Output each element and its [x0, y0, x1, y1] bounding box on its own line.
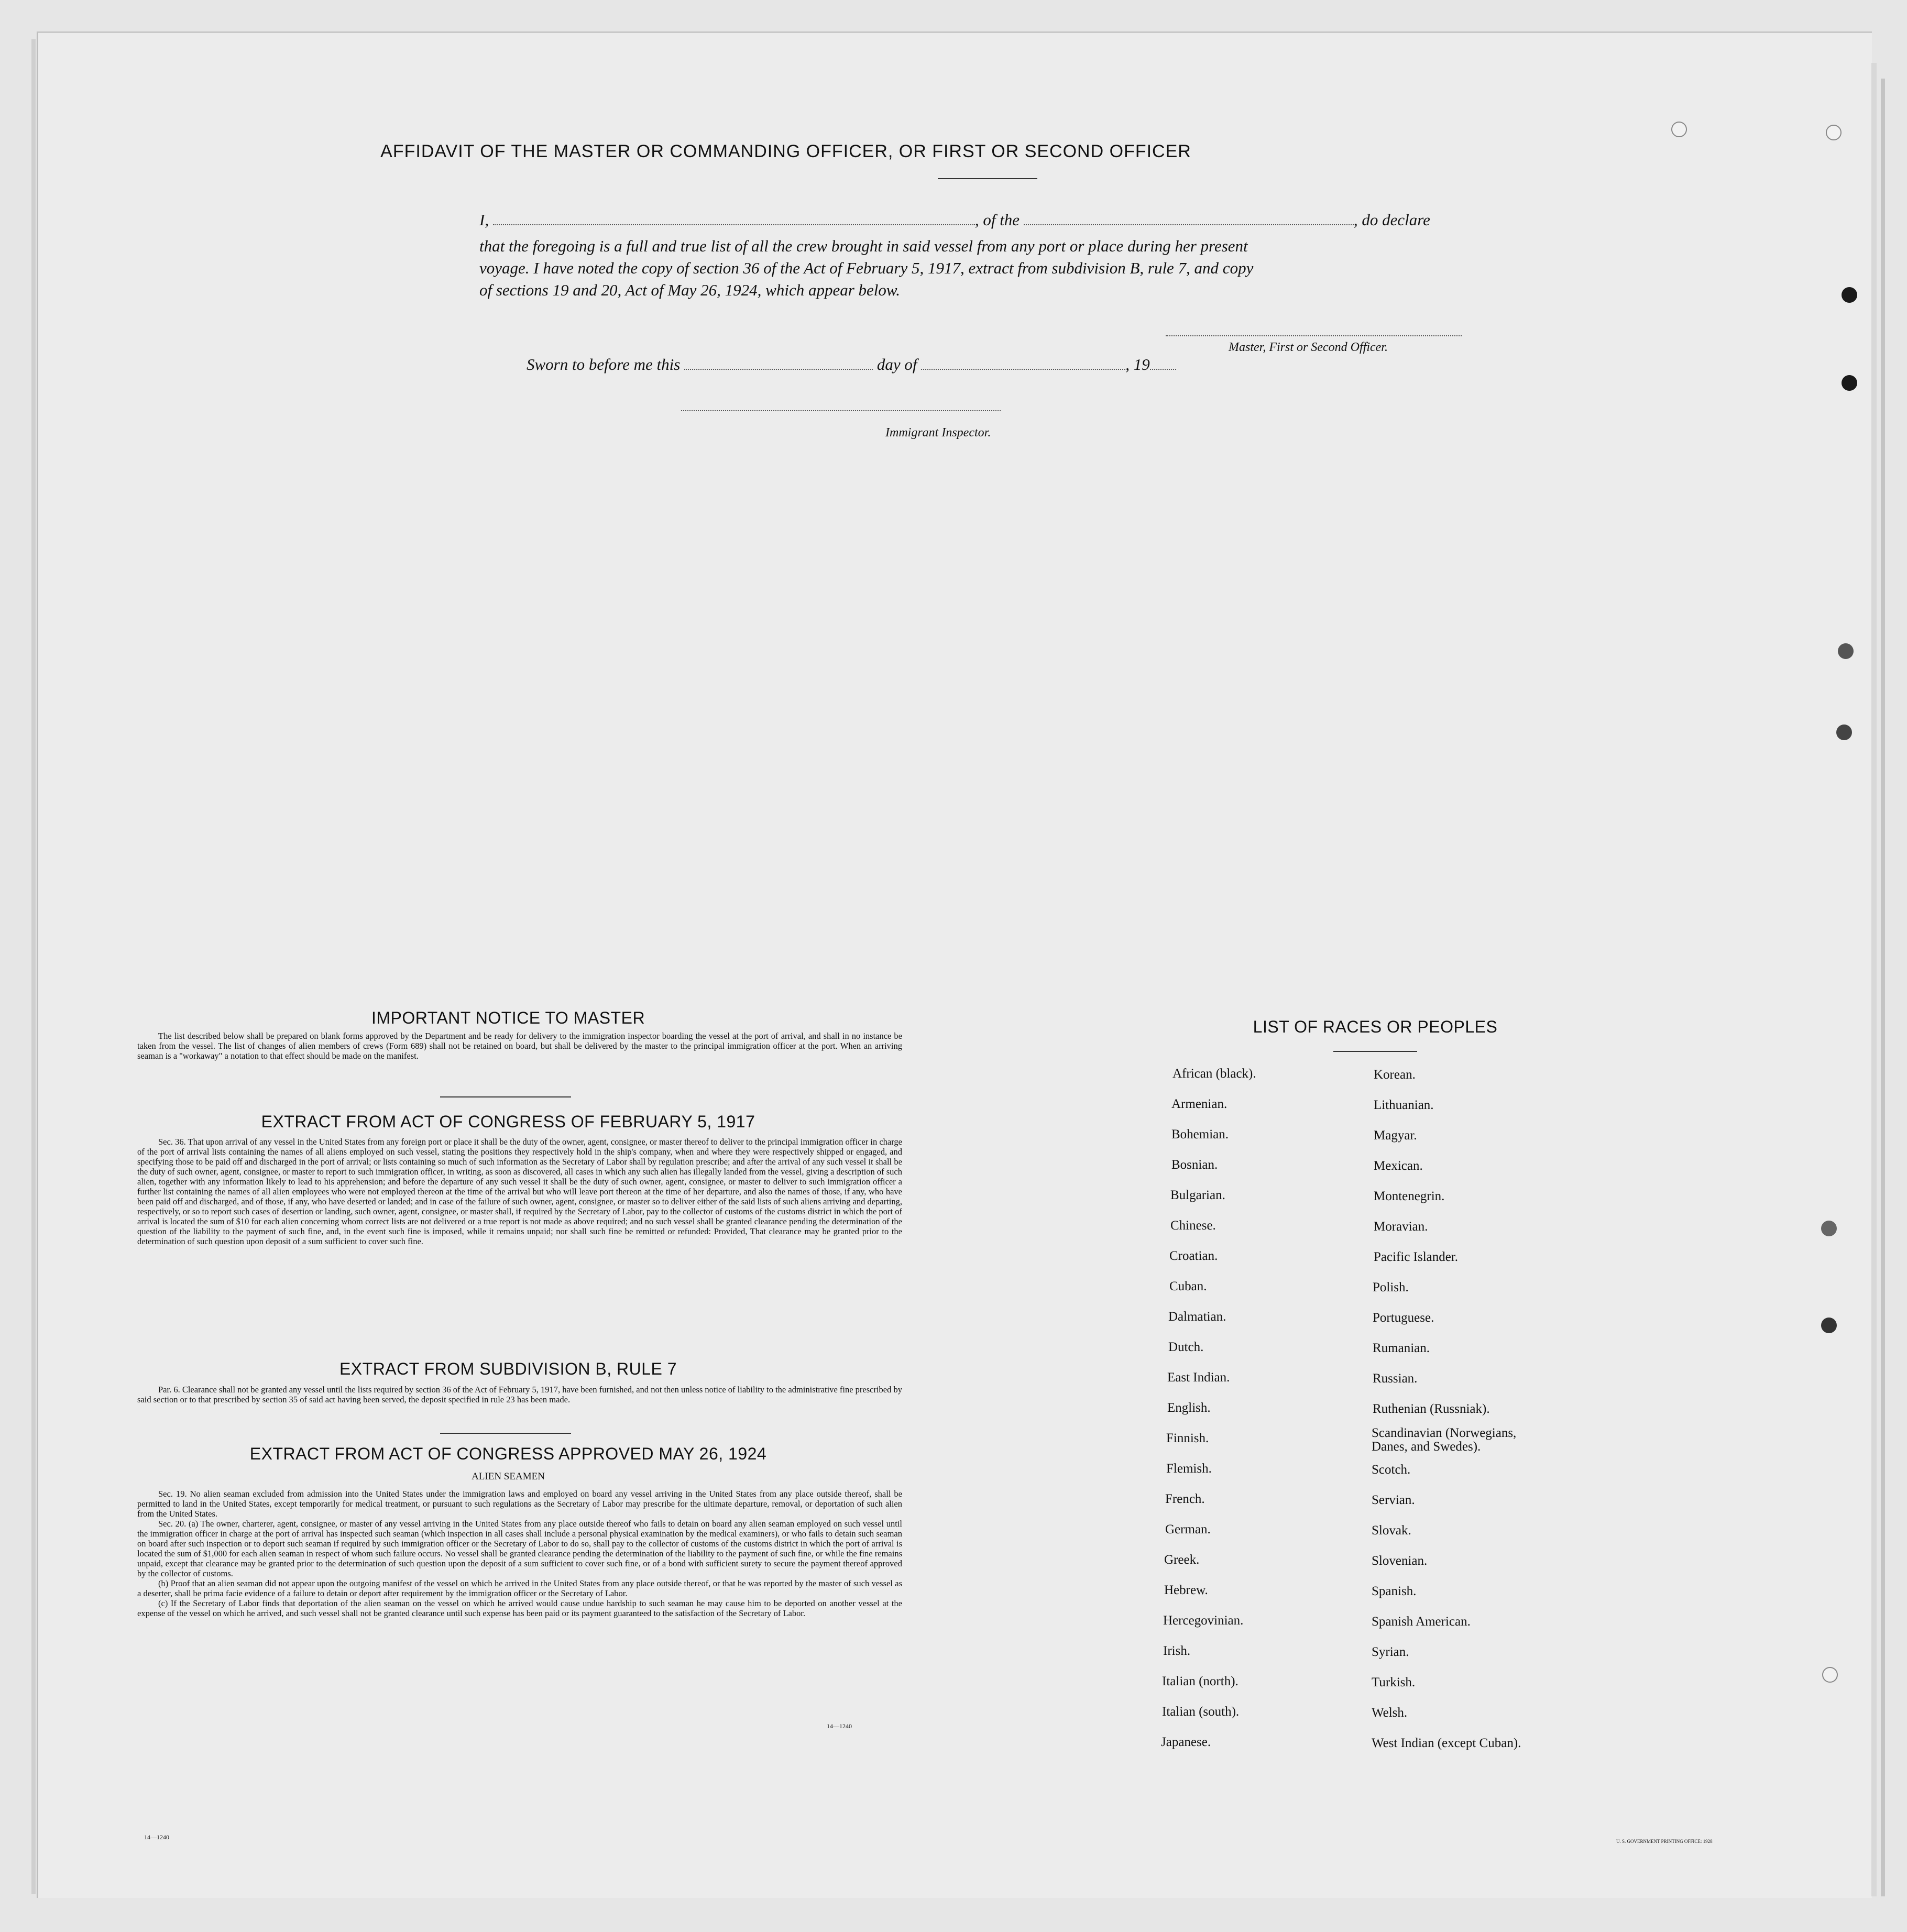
race-item: Mexican.: [1374, 1159, 1423, 1173]
notice-title: IMPORTANT NOTICE TO MASTER: [371, 1008, 645, 1027]
affidavit-title: AFFIDAVIT OF THE MASTER OR COMMANDING OFFICER, OR FIRST OR SECOND OFFICER: [380, 141, 1191, 161]
rule7-title: EXTRACT FROM SUBDIVISION B, RULE 7: [339, 1359, 677, 1378]
race-item: Bohemian.: [1171, 1127, 1229, 1141]
sec-20c-paragraph: (c) If the Secretary of Labor finds that deportation of the alien seaman on the vessel on which he arrived would cause undue hardship to such seaman he may cause him to be deported on another vessel at the expense of the vessel on which he arrived, and such vessel shall not be granted clearance until such expense has been paid or its payment guaranteed to the satisfaction of the Secretary of Labor.: [137, 1598, 902, 1618]
race-item: Dalmatian.: [1168, 1310, 1226, 1324]
vessel-blank[interactable]: [1024, 212, 1354, 225]
binder-hole-icon: [1821, 1318, 1837, 1333]
race-item: German.: [1165, 1522, 1211, 1536]
divider: [440, 1433, 571, 1434]
binder-hole-icon: [1838, 643, 1854, 659]
sec-36-paragraph: Sec. 36. That upon arrival of any vessel in the United States from any foreign port or place it shall be the duty of the owner, agent, consignee, or master thereof to deliver to the principal immigration officer in charge of the port of arrival lists containing the names of all aliens employed on such vessel, stating the positions they respectively hold in the ship's company, when and where they were respectively shipped or engaged, and specifying those to be paid off and discharged in the port of arrival; or lists containing so much of such information as the Secretary of Labor shall by regulation prescribe; and after the arrival of any such vessel it shall be the duty of such owner, agent, consignee, or master to report to such immigration officer, in writing, as soon as discovered, all cases in which any such alien has illegally landed from the vessel, giving a description of such alien, together with any information likely to lead to his apprehension; and before the departure of any such vessel it shall be the duty of such owner, agent, consignee, or master to deliver to such immigration officer a further list containing the names of all alien employees who were not employed thereon at the time of the arrival but who will leave port thereon at the time of her departure, and also the names of those, if any, who have been paid off and discharged, and of those, if any, who have deserted or landed; and in case of the failure of such owner, agent, consignee, or master so to deliver either of the said lists of such aliens arriving and departing, respectively, or so to report such cases of desertion or landing, such owner, agent, consignee, or master shall, if required by the Secretary of Labor, pay to the collector of customs of the customs district in which the port of arrival is located the sum of $10 for each alien concerning whom correct lists are not delivered or a true report is not made as above required; and no such vessel shall be granted clearance pending the determination of the question of the liability to the payment of such fine, and, in the event such fine is imposed, while it remains unpaid; nor shall such fine be remitted or refunded: Provided, That clearance may be granted prior to the determination of such question upon deposit of a sum sufficient to cover such fine.: [137, 1137, 902, 1246]
race-item: Finnish.: [1166, 1431, 1209, 1445]
name-blank[interactable]: [493, 212, 975, 225]
notice-text: [137, 1031, 902, 1061]
race-item: Lithuanian.: [1374, 1098, 1434, 1112]
race-item: Montenegrin.: [1374, 1189, 1445, 1203]
race-item: Croatian.: [1169, 1249, 1218, 1263]
race-item: Moravian.: [1374, 1220, 1428, 1234]
alien-seamen-subtitle: ALIEN SEAMEN: [472, 1471, 545, 1482]
binder-hole-icon: [1671, 122, 1687, 137]
extract-1924-title: EXTRACT FROM ACT OF CONGRESS APPROVED MAY 26, 1924: [249, 1444, 767, 1463]
sworn-text: Sworn to before me this: [527, 355, 681, 374]
master-signature-line[interactable]: [1166, 335, 1462, 336]
race-item: Korean.: [1374, 1068, 1416, 1082]
affidavit-line-2: that the foregoing is a full and true list of all the crew brought in said vessel from any port or place during her present: [479, 237, 1248, 255]
race-item: Flemish.: [1166, 1462, 1212, 1476]
race-item: Irish.: [1163, 1644, 1191, 1658]
inspector-signature-label: Immigrant Inspector.: [885, 426, 991, 440]
footer-form-number: 14—1240: [144, 1834, 169, 1841]
page-edge-left: [31, 39, 36, 1894]
race-item: Rumanian.: [1373, 1341, 1430, 1355]
race-item: Greek.: [1164, 1553, 1200, 1567]
race-item: Polish.: [1373, 1280, 1409, 1294]
sec-19-paragraph: Sec. 19. No alien seaman excluded from admission into the United States under the immigration laws and employed on board any vessel arriving in the United States from any place outside thereof, shall be permitted to land in the United States, except temporarily for medical treatment, or pursuant to such regulations as the Secretary of Labor may prescribe for the ultimate departure, removal, or deportation of such alien from the United States.: [137, 1489, 902, 1519]
race-item: Scotch.: [1372, 1463, 1411, 1477]
race-item: Bosnian.: [1171, 1158, 1218, 1172]
footer-printing-office: U. S. GOVERNMENT PRINTING OFFICE: 1928: [1616, 1839, 1713, 1844]
divider: [938, 178, 1037, 179]
binder-hole-icon: [1842, 287, 1857, 303]
sworn-line: [527, 355, 1176, 374]
race-item: Italian (south).: [1162, 1705, 1240, 1719]
sec-20b-paragraph: (b) Proof that an alien seaman did not appear upon the outgoing manifest of the vessel on which he arrived in the United States from any place outside thereof, or that he was reported by the master of such vessel as a deserter, shall be prima facie evidence of a failure to detain or deport after requirement by the immigration officer or the Secretary of Labor.: [137, 1578, 902, 1598]
affidavit-line-1: [479, 211, 1430, 229]
binder-hole-icon: [1822, 1667, 1838, 1683]
race-item: Servian.: [1372, 1493, 1415, 1507]
affidavit-i: I,: [479, 211, 489, 229]
affidavit-line-4: of sections 19 and 20, Act of May 26, 1924, which appear below.: [479, 281, 901, 299]
race-item: Armenian.: [1171, 1097, 1228, 1111]
race-item: Chinese.: [1170, 1219, 1216, 1233]
race-item: East Indian.: [1167, 1370, 1230, 1385]
race-item: Turkish.: [1372, 1675, 1416, 1689]
race-item: Welsh.: [1372, 1706, 1408, 1720]
divider: [440, 1096, 571, 1097]
race-item: Japanese.: [1161, 1735, 1211, 1749]
race-item: Hebrew.: [1164, 1583, 1208, 1597]
race-item: Dutch.: [1168, 1340, 1204, 1354]
day-blank[interactable]: [684, 356, 873, 370]
extract-1917-text: [137, 1137, 902, 1246]
affidavit-line-3: voyage. I have noted the copy of section 36 of the Act of February 5, 1917, extract from subdivision B, rule 7, and copy: [479, 259, 1254, 277]
race-item: Spanish American.: [1372, 1615, 1471, 1629]
race-item: Russian.: [1373, 1371, 1418, 1386]
race-item: Spanish.: [1372, 1584, 1417, 1598]
master-signature-label: Master, First or Second Officer.: [1229, 341, 1388, 354]
race-item: Italian (north).: [1162, 1674, 1239, 1688]
sec-20a-paragraph: Sec. 20. (a) The owner, charterer, agent, consignee, or master of any vessel arriving in the United States from any place outside thereof who fails to detain on board any alien seaman employed on such vessel until the immigration officer in charge at the port of arrival has inspected such seaman (which inspection in all cases shall include a personal physical examination by the medical examiners), or who fails to detain such seaman on board after such inspection or to deport such seaman if required by such immigration officer or the Secretary of Labor to do so, shall pay to the collector of customs of the customs district in which the port of arrival is located the sum of $1,000 for each alien seaman in respect of whom such failure occurs. No vessel shall be granted clearance pending the determination of the liability to the payment of such fine, or while the fine remains unpaid, except that clearance may be granted prior to the determination of such question upon the deposit of a sum sufficient to cover such fine, or of a bond with sufficient surety to secure the payment thereof approved by the collector of customs.: [137, 1519, 902, 1578]
binder-hole-icon: [1842, 375, 1857, 391]
extract-1917-title: EXTRACT FROM ACT OF CONGRESS OF FEBRUARY 5, 1917: [261, 1112, 755, 1131]
race-item: Ruthenian (Russniak).: [1373, 1402, 1490, 1416]
month-blank[interactable]: [921, 356, 1125, 370]
race-item: French.: [1165, 1492, 1205, 1506]
race-item: Portuguese.: [1373, 1311, 1434, 1325]
races-title: LIST OF RACES OR PEOPLES: [1253, 1017, 1498, 1036]
year-blank[interactable]: [1150, 356, 1176, 370]
binder-hole-icon: [1821, 1221, 1837, 1236]
race-item: English.: [1167, 1401, 1211, 1415]
year-prefix: , 19: [1125, 355, 1150, 374]
race-item: Hercegovinian.: [1163, 1613, 1244, 1628]
binder-hole-icon: [1836, 724, 1852, 740]
divider: [1333, 1051, 1417, 1052]
race-item: Syrian.: [1372, 1645, 1409, 1659]
race-item: Magyar.: [1374, 1128, 1417, 1143]
binder-hole-icon: [1826, 125, 1842, 140]
extract-1924-text: [137, 1489, 902, 1618]
rule7-text: [137, 1385, 902, 1404]
race-item: Slovak.: [1372, 1523, 1411, 1538]
day-of-text: day of: [876, 355, 917, 374]
notice-paragraph: The list described below shall be prepared on blank forms approved by the Department and be ready for delivery to the immigration inspector boarding the vessel at the port of arrival, and shall in no instance be taken from the vessel. The list of changes of alien members of crews (Form 689) shall not be retained on board, but shall be delivered by the master to the principal immigration officer at the port. When an arriving seaman is a "workaway" a notation to that effect should be made on the manifest.: [137, 1031, 902, 1061]
par-6-paragraph: Par. 6. Clearance shall not be granted any vessel until the lists required by section 36 of the Act of February 5, 1917, have been furnished, and not then unless notice of liability to the administrative fine prescribed by said section or to that prescribed by section 35 of said act having been served, the deposit specified in rule 23 has been made.: [137, 1385, 903, 1404]
page-edge-right-2: [1881, 79, 1885, 1896]
race-item: West Indian (except Cuban).: [1372, 1736, 1521, 1750]
race-item: Bulgarian.: [1170, 1188, 1225, 1202]
race-item: Scandinavian (Norwegians, Danes, and Swedes).: [1372, 1426, 1517, 1454]
race-item: African (black).: [1172, 1067, 1256, 1081]
inspector-signature-line[interactable]: [681, 410, 1001, 411]
affidavit-do-declare: , do declare: [1353, 211, 1430, 229]
race-item: Slovenian.: [1372, 1554, 1428, 1568]
race-item: Pacific Islander.: [1374, 1250, 1459, 1264]
page-edge-right: [1871, 63, 1877, 1896]
form-number: 14—1240: [827, 1722, 852, 1730]
race-item: Cuban.: [1169, 1279, 1207, 1293]
affidavit-of-the: , of the: [974, 211, 1020, 229]
